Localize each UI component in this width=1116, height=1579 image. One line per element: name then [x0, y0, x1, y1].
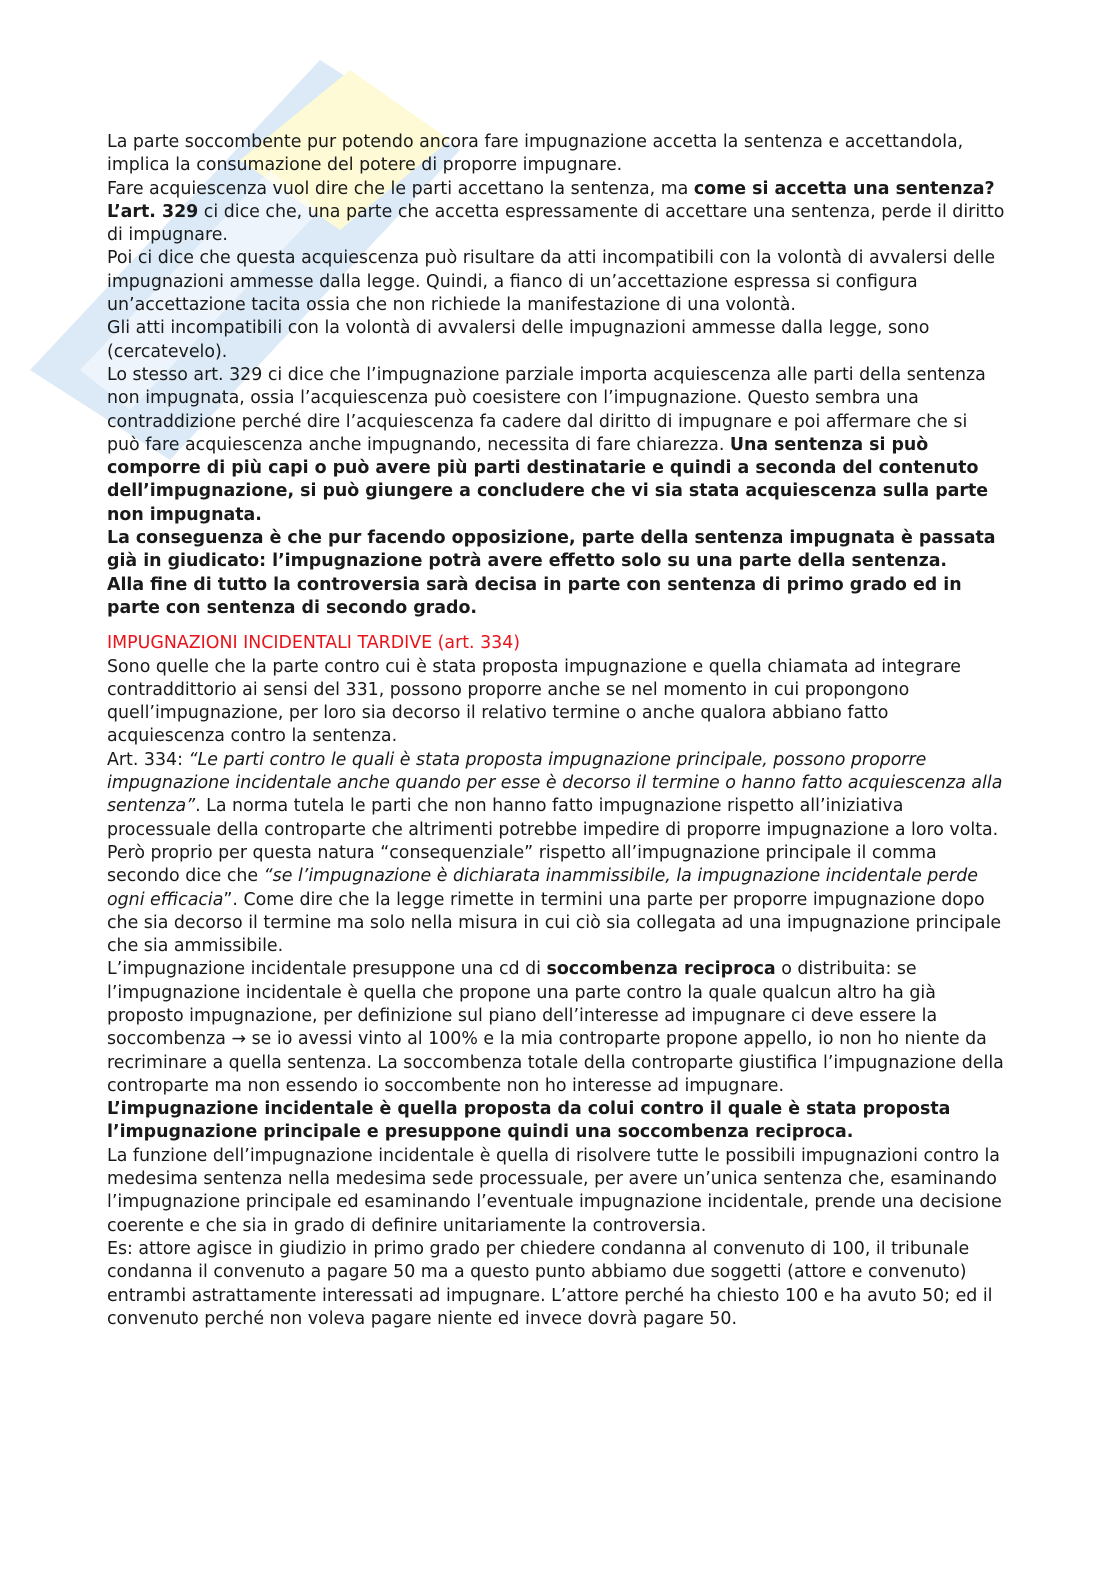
text-run: Fare acquiescenza vuol dire che le parti accettano la sentenza, ma [107, 178, 694, 199]
paragraph [107, 574, 1005, 621]
paragraph [107, 131, 1005, 178]
italic-quote: “Le parti contro le quali è stata proposta impugnazione principale, possono proporre impugnazione incidentale anche quando per esse è decorso il termine o hanno fatto acquiescenza alla sentenza” [107, 749, 1003, 817]
text-run: ci dice che, una parte che accetta espressamente di accettare una sentenza, perde il diritto di impugnare. [107, 201, 1005, 246]
text-run: Poi ci dice che questa acquiescenza può risultare da atti incompatibili con la volontà di avvalersi delle impugnazioni ammesse dalla legge. Quindi, a fianco di un’accettazione espressa si configura un’accettazione tacita ossia che non richiede la manifestazione di una volontà. [107, 248, 996, 316]
text-run: o distribuita: se l’impugnazione incidentale è quella che propone una parte contro la quale qualcun altro ha già proposto impugnazione, per definizione sul piano dell’interesse ad impugnare ci deve essere la soccombenza → se io avessi vinto al 100% e la mia controparte propone appello, io non ho niente da recriminare a quella sentenza. La soccombenza totale della controparte giustifica l’impugnazione della controparte ma non essendo io soccombente non ho interesse ad impugnare. [107, 959, 1004, 1096]
paragraph [107, 842, 1005, 958]
text-run: Lo stesso art. 329 ci dice che l’impugnazione parziale importa acquiescenza alle parti della sentenza non impugnata, ossia l’acquiescenza può coesistere con l’impugnazione. Questo sembra una contraddizione perché dire l’acquiescenza fa cadere dal diritto di impugnare e poi affermare che si può fare acquiescenza anche impugnando, necessita di fare chiarezza. [107, 364, 986, 455]
text-run: Gli atti incompatibili con la volontà di avvalersi delle impugnazioni ammesse dalla legge, sono (cercatevelo). [107, 318, 930, 362]
paragraph [107, 364, 1005, 527]
paragraph [107, 958, 1005, 1098]
paragraph [107, 749, 1005, 842]
text-run: Però proprio per questa natura “consequenziale” rispetto all’impugnazione principale il comma secondo dice che [107, 842, 937, 887]
section-heading [107, 632, 1005, 655]
paragraph [107, 527, 1005, 574]
bold-text: Alla fine di tutto la controversia sarà decisa in parte con sentenza di primo grado ed in parte con sentenza di secondo grado. [107, 574, 962, 618]
text-run: Es: attore agisce in giudizio in primo grado per chiedere condanna al convenuto di 100, il tribunale condanna il convenuto a pagare 50 ma a questo punto abbiamo due soggetti (attore e convenuto) entrambi astrattamente interessati ad impugnare. L’attore perché ha chiesto 100 e ha avuto 50; ed il convenuto perché non voleva pagare niente ed invece dovrà pagare 50. [107, 1238, 993, 1329]
bold-text: La conseguenza è che pur facendo opposizione, parte della sentenza impugnata è passata già in giudicato: l’impugnazione potrà avere effetto solo su una parte della sentenza. [107, 528, 996, 572]
text-run: Sono quelle che la parte contro cui è stata proposta impugnazione e quella chiamata ad integrare contraddittorio ai sensi del 331, possono proporre anche se nel momento in cui propongono quell’impugnazione, per loro sia decorso il relativo termine o anche qualora abbiano fatto acquiescenza contro la sentenza. [107, 656, 961, 747]
bold-text: L’impugnazione incidentale è quella proposta da colui contro il quale è stata proposta l’impugnazione principale e presuppone quindi una soccombenza reciproca. [107, 1099, 951, 1143]
bold-text: come si accetta una sentenza? L’art. 329 [107, 178, 995, 222]
italic-quote: “se l’impugnazione è dichiarata inammissibile, la impugnazione incidentale perde ogni efficacia [107, 866, 978, 910]
text-run: La funzione dell’impugnazione incidentale è quella di risolvere tutte le possibili impugnazioni contro la medesima sentenza nella medesima sede processuale, per avere un’unica sentenza che, esaminando l’impugnazione principale ed esaminando l’eventuale impugnazione incidentale, prende una decisione coerente e che sia in grado di definire unitariamente la controversia. [107, 1145, 1002, 1236]
paragraph [107, 1145, 1005, 1238]
paragraph [107, 317, 1005, 364]
paragraph [107, 1098, 1005, 1145]
paragraph [107, 656, 1005, 749]
text-run: ”. Come dire che la legge rimette in termini una parte per proporre impugnazione dopo che sia decorso il termine ma solo nella misura in cui ciò sia collegata ad una impugnazione principale che sia ammissibile. [107, 889, 1002, 957]
paragraph [107, 178, 1005, 248]
bold-text: Una sentenza si può comporre di più capi o può avere più parti destinatarie e quindi a seconda del contenuto dell’impugnazione, si può giungere a concludere che vi sia stata acquiescenza sulla parte non impugnata. [107, 434, 989, 525]
text-run: Art. 334: [107, 749, 189, 770]
text-run: L’impugnazione incidentale presuppone una cd di [107, 959, 547, 980]
paragraph [107, 247, 1005, 317]
text-run: La parte soccombente pur potendo ancora fare impugnazione accetta la sentenza e accettandola, implica la consumazione del potere di proporre impugnare. [107, 132, 964, 176]
text-run: IMPUGNAZIONI INCIDENTALI TARDIVE (art. 334) [107, 633, 521, 654]
paragraph [107, 1238, 1005, 1331]
text-run: . La norma tutela le parti che non hanno fatto impugnazione rispetto all’iniziativa processuale della controparte che altrimenti potrebbe impedire di proporre impugnazione a loro volta. [107, 796, 999, 840]
document-body [107, 131, 1005, 1331]
bold-text: soccombenza reciproca [546, 959, 776, 980]
